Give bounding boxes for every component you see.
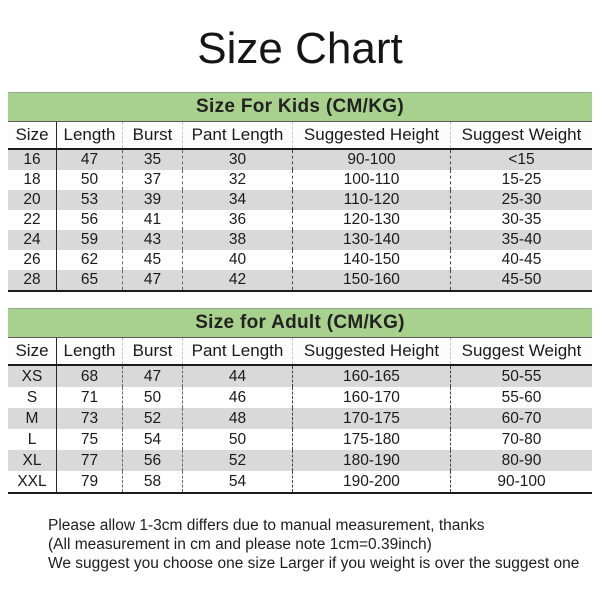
table-cell: 55-60	[450, 387, 592, 408]
table-cell: 62	[56, 250, 122, 270]
table-row	[8, 250, 592, 270]
column-header-length: Length	[56, 338, 122, 364]
table-row	[8, 387, 592, 408]
table-cell: 18	[23, 171, 41, 188]
table-cell: 37	[122, 170, 182, 190]
page-title: Size Chart	[197, 24, 403, 73]
table-cell: 90-100	[450, 471, 592, 492]
table-cell: 175-180	[292, 429, 450, 450]
table-row	[8, 429, 592, 450]
table-cell: 150-160	[292, 270, 450, 290]
table-cell: 40	[182, 250, 292, 270]
table-cell: 26	[23, 251, 41, 268]
table-cell: XL	[22, 452, 42, 469]
kids-table-header-row	[8, 122, 592, 150]
kids-size-table	[8, 92, 592, 292]
column-header-burst: Burst	[122, 338, 182, 364]
table-cell: 39	[122, 190, 182, 210]
table-cell: 110-120	[292, 190, 450, 210]
kids-table-title-bar: Size For Kids (CM/KG)	[8, 92, 592, 122]
table-cell: 60-70	[450, 408, 592, 429]
table-cell: 47	[122, 366, 182, 387]
table-cell: 56	[122, 450, 182, 471]
table-cell: 35-40	[450, 230, 592, 250]
table-cell: 30	[182, 150, 292, 170]
table-row	[8, 408, 592, 429]
table-cell: 120-130	[292, 210, 450, 230]
table-cell: 59	[56, 230, 122, 250]
table-cell: 130-140	[292, 230, 450, 250]
table-cell: 50	[122, 387, 182, 408]
table-cell: 47	[56, 150, 122, 170]
table-cell: M	[25, 410, 39, 427]
table-cell: 75	[56, 429, 122, 450]
measurement-notes	[48, 516, 580, 573]
table-cell: 22	[23, 211, 41, 228]
table-cell: 73	[56, 408, 122, 429]
table-cell: S	[26, 389, 38, 406]
table-cell: 20	[23, 191, 41, 208]
table-cell: 45	[122, 250, 182, 270]
table-cell: 65	[56, 270, 122, 290]
column-header-pant-length: Pant Length	[182, 338, 292, 364]
table-cell: 41	[122, 210, 182, 230]
table-cell: 34	[182, 190, 292, 210]
table-cell: XXL	[17, 473, 47, 490]
table-cell: 40-45	[450, 250, 592, 270]
table-cell: 42	[182, 270, 292, 290]
table-cell: 160-170	[292, 387, 450, 408]
column-header-suggest-weight: Suggest Weight	[450, 338, 592, 364]
note-line-3: We suggest you choose one size Larger if you weight is over the suggest one	[48, 555, 580, 572]
table-cell: XS	[21, 368, 43, 385]
table-cell: 140-150	[292, 250, 450, 270]
table-cell: 30-35	[450, 210, 592, 230]
table-cell: 80-90	[450, 450, 592, 471]
column-header-size: Size	[15, 341, 49, 360]
note-line-2: (All measurement in cm and please note 1cm=0.39inch)	[48, 536, 432, 553]
column-header-length: Length	[56, 122, 122, 148]
table-row	[8, 170, 592, 190]
table-cell: 32	[182, 170, 292, 190]
table-row	[8, 270, 592, 290]
table-cell: 16	[23, 151, 41, 168]
table-cell: 48	[182, 408, 292, 429]
column-header-suggested-height: Suggested Height	[292, 122, 450, 148]
table-cell: 45-50	[450, 270, 592, 290]
adult-table-title-bar: Size for Adult (CM/KG)	[8, 308, 592, 338]
table-cell: 28	[23, 271, 41, 288]
table-cell: L	[27, 431, 37, 448]
table-cell: 50	[182, 429, 292, 450]
table-cell: 54	[122, 429, 182, 450]
table-cell: 43	[122, 230, 182, 250]
column-header-suggested-height: Suggested Height	[292, 338, 450, 364]
table-cell: 46	[182, 387, 292, 408]
table-cell: 90-100	[292, 150, 450, 170]
column-header-pant-length: Pant Length	[182, 122, 292, 148]
table-row	[8, 366, 592, 387]
table-row	[8, 471, 592, 492]
table-cell: 71	[56, 387, 122, 408]
table-cell: 77	[56, 450, 122, 471]
table-cell: 52	[122, 408, 182, 429]
column-header-suggest-weight: Suggest Weight	[450, 122, 592, 148]
table-cell: 38	[182, 230, 292, 250]
table-cell: 36	[182, 210, 292, 230]
table-cell: 44	[182, 366, 292, 387]
table-cell: 35	[122, 150, 182, 170]
table-row	[8, 210, 592, 230]
table-cell: 24	[23, 231, 41, 248]
column-header-size: Size	[15, 125, 49, 144]
table-cell: 160-165	[292, 366, 450, 387]
column-header-burst: Burst	[122, 122, 182, 148]
table-cell: 70-80	[450, 429, 592, 450]
table-row	[8, 450, 592, 471]
table-cell: 68	[56, 366, 122, 387]
table-cell: 58	[122, 471, 182, 492]
table-cell: 15-25	[450, 170, 592, 190]
table-cell: 170-175	[292, 408, 450, 429]
table-row	[8, 190, 592, 210]
adult-table-header-row	[8, 338, 592, 366]
table-row	[8, 230, 592, 250]
table-cell: 54	[182, 471, 292, 492]
table-cell: <15	[450, 150, 592, 170]
table-cell: 100-110	[292, 170, 450, 190]
table-cell: 50	[56, 170, 122, 190]
table-cell: 180-190	[292, 450, 450, 471]
table-cell: 190-200	[292, 471, 450, 492]
table-cell: 25-30	[450, 190, 592, 210]
table-row	[8, 150, 592, 170]
table-cell: 47	[122, 270, 182, 290]
table-cell: 53	[56, 190, 122, 210]
table-cell: 56	[56, 210, 122, 230]
table-cell: 52	[182, 450, 292, 471]
table-cell: 50-55	[450, 366, 592, 387]
note-line-1: Please allow 1-3cm differs due to manual measurement, thanks	[48, 517, 485, 534]
table-cell: 79	[56, 471, 122, 492]
adult-size-table	[8, 308, 592, 494]
